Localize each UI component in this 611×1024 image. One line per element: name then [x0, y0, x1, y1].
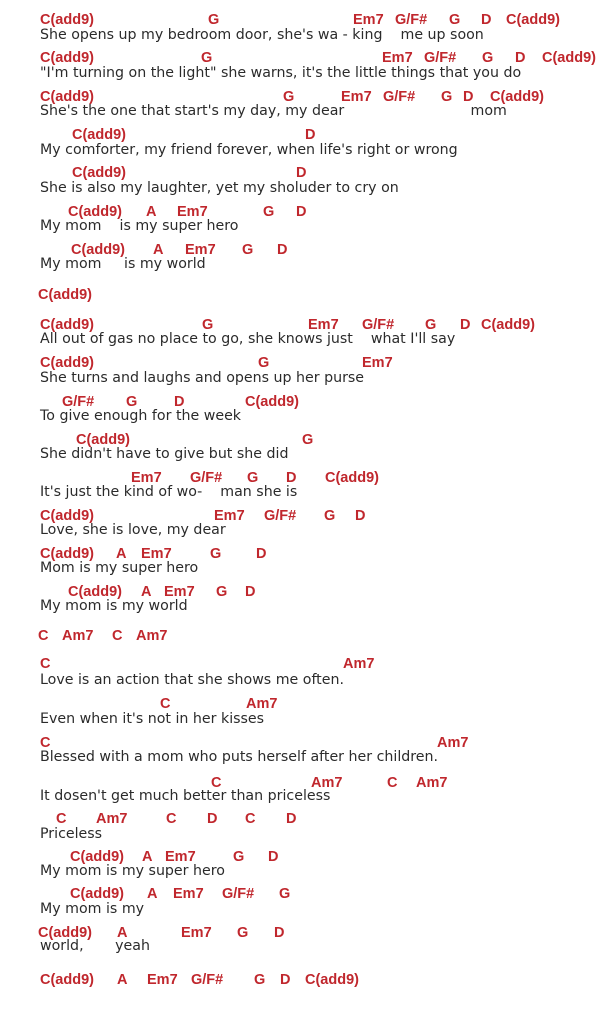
chord: G/F#: [383, 89, 416, 105]
chord: D: [280, 972, 291, 988]
chord: Em7: [214, 508, 245, 524]
chord: G: [302, 432, 314, 448]
chord: C(add9): [72, 127, 126, 143]
chord: C(add9): [40, 317, 94, 333]
chord: G/F#: [190, 470, 223, 486]
chord: G/F#: [424, 50, 457, 66]
chord: C(add9): [506, 12, 560, 28]
chord: C: [38, 628, 49, 644]
chord: G: [425, 317, 437, 333]
chord: C: [245, 811, 256, 827]
lyric-line: My comforter, my friend forever, when life's right or wrong: [40, 142, 458, 158]
lyric-line: My mom is my world: [40, 598, 188, 614]
chord: C: [40, 656, 51, 672]
lyric-line: "I'm turning on the light" she warns, it's the little things that you do: [40, 65, 522, 81]
chord: C(add9): [40, 89, 94, 105]
chord: G: [254, 972, 266, 988]
chord: C: [56, 811, 67, 827]
lyric-line: It dosen't get much better than priceless: [40, 788, 331, 804]
chord: Am7: [136, 628, 168, 644]
chord: G: [247, 470, 259, 486]
chord: D: [463, 89, 474, 105]
chord: D: [286, 470, 297, 486]
chord: G/F#: [264, 508, 297, 524]
lyric-line: She's the one that start's my day, my dear mom: [40, 103, 507, 119]
chord: C(add9): [481, 317, 535, 333]
chord: C(add9): [40, 50, 94, 66]
chord: C(add9): [40, 12, 94, 28]
chord: C(add9): [68, 204, 122, 220]
chord: C(add9): [76, 432, 130, 448]
chord: Em7: [362, 355, 393, 371]
chord: Em7: [308, 317, 339, 333]
chord: G: [258, 355, 270, 371]
chord: G: [201, 50, 213, 66]
chord: D: [286, 811, 297, 827]
chord: C(add9): [490, 89, 544, 105]
chord: C(add9): [70, 886, 124, 902]
chord: D: [481, 12, 492, 28]
chord: G: [449, 12, 461, 28]
chord: Em7: [177, 204, 208, 220]
chord: Em7: [341, 89, 372, 105]
chord: C: [40, 735, 51, 751]
lyric-line: My mom is my world: [40, 256, 206, 272]
lyric-line: It's just the kind of wo- man she is: [40, 484, 298, 500]
lyric-line: Even when it's not in her kisses: [40, 711, 265, 727]
chord: C(add9): [38, 287, 92, 303]
lyric-line: Mom is my super hero: [40, 560, 199, 576]
chord: Em7: [353, 12, 384, 28]
chord: C(add9): [245, 394, 299, 410]
chord: A: [116, 546, 127, 562]
chord: D: [207, 811, 218, 827]
chord-row: [0, 972, 611, 992]
chord: Em7: [173, 886, 204, 902]
lyric-line: world, yeah: [40, 938, 150, 954]
chord: C(add9): [40, 355, 94, 371]
chord: C(add9): [71, 242, 125, 258]
chord: C(add9): [40, 508, 94, 524]
chord: C: [160, 696, 171, 712]
chord: C: [166, 811, 177, 827]
chord: C(add9): [70, 849, 124, 865]
chord: Em7: [147, 972, 178, 988]
chord: G: [441, 89, 453, 105]
chord: D: [460, 317, 471, 333]
chord: D: [277, 242, 288, 258]
chord: Em7: [141, 546, 172, 562]
chord: A: [141, 584, 152, 600]
chord: D: [296, 204, 307, 220]
chord: G: [126, 394, 138, 410]
chord: D: [256, 546, 267, 562]
lyric-line: She opens up my bedroom door, she's wa - king me up soon: [40, 27, 484, 43]
lyric-line: My mom is my super hero: [40, 863, 225, 879]
chord: Am7: [416, 775, 448, 791]
chord: Em7: [382, 50, 413, 66]
chord: G: [237, 925, 249, 941]
lyric-line: She didn't have to give but she did: [40, 446, 289, 462]
lyric-line: She is also my laughter, yet my sholuder to cry on: [40, 180, 399, 196]
chord: G: [233, 849, 245, 865]
chord: D: [245, 584, 256, 600]
chord: D: [174, 394, 185, 410]
chord: C(add9): [40, 972, 94, 988]
chord: D: [296, 165, 307, 181]
chord: A: [142, 849, 153, 865]
chord: G: [263, 204, 275, 220]
chord: A: [153, 242, 164, 258]
chord: G: [482, 50, 494, 66]
chord: G/F#: [191, 972, 224, 988]
chord: Em7: [181, 925, 212, 941]
chord: G/F#: [395, 12, 428, 28]
chord: D: [268, 849, 279, 865]
chord: A: [117, 925, 128, 941]
chord: G: [242, 242, 254, 258]
chord: A: [146, 204, 157, 220]
chord: G: [283, 89, 295, 105]
lyric-line: My mom is my: [40, 901, 145, 917]
chord: D: [355, 508, 366, 524]
chord: C(add9): [68, 584, 122, 600]
lyric-line: All out of gas no place to go, she knows just what I'll say: [40, 331, 456, 347]
chord: G/F#: [362, 317, 395, 333]
chord: Em7: [165, 849, 196, 865]
chord: C(add9): [542, 50, 596, 66]
chord: Am7: [62, 628, 94, 644]
chord: C(add9): [72, 165, 126, 181]
chord: G/F#: [222, 886, 255, 902]
chord: Am7: [246, 696, 278, 712]
chord: G: [324, 508, 336, 524]
lyric-line: My mom is my super hero: [40, 218, 239, 234]
chord: C: [112, 628, 123, 644]
chord: G: [208, 12, 220, 28]
chord-row: [0, 628, 611, 648]
chord: C(add9): [40, 546, 94, 562]
chord: C(add9): [38, 925, 92, 941]
chord: Em7: [164, 584, 195, 600]
lyric-line: Blessed with a mom who puts herself after her children.: [40, 749, 439, 765]
chord: D: [515, 50, 526, 66]
chord: A: [117, 972, 128, 988]
lyric-line: To give enough for the week: [40, 408, 242, 424]
chord: C(add9): [325, 470, 379, 486]
chord: Am7: [343, 656, 375, 672]
chord: G: [210, 546, 222, 562]
lyric-line: Love is an action that she shows me often.: [40, 672, 344, 688]
chord: G: [202, 317, 214, 333]
chord: Am7: [437, 735, 469, 751]
chord: D: [305, 127, 316, 143]
lyric-line: She turns and laughs and opens up her purse: [40, 370, 365, 386]
chord: A: [147, 886, 158, 902]
chord: Am7: [96, 811, 128, 827]
chord: C(add9): [305, 972, 359, 988]
chord-row: [0, 287, 611, 307]
lyric-line: Priceless: [40, 826, 103, 842]
chord: G: [279, 886, 291, 902]
lyric-line: Love, she is love, my dear: [40, 522, 226, 538]
chord: Em7: [185, 242, 216, 258]
chord: Am7: [311, 775, 343, 791]
chord: G: [216, 584, 228, 600]
chord: Em7: [131, 470, 162, 486]
chord: C: [211, 775, 222, 791]
chord: G/F#: [62, 394, 95, 410]
chord: D: [274, 925, 285, 941]
chord: C: [387, 775, 398, 791]
